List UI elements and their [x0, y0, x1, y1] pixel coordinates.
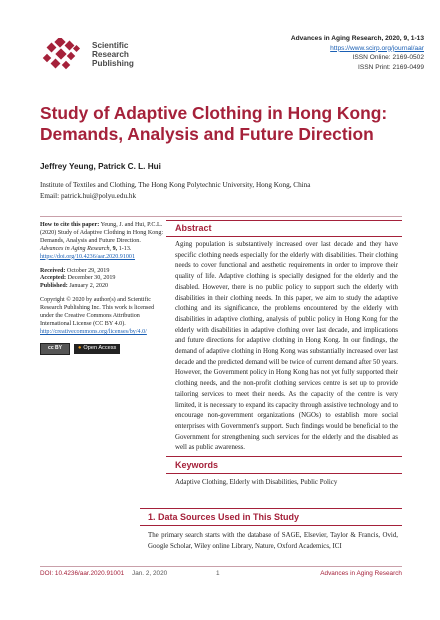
- keywords-heading-rule: [166, 473, 402, 474]
- open-access-badge: [74, 344, 120, 354]
- footer-date: Jan. 2, 2020: [132, 570, 168, 577]
- footer-doi: DOI: 10.4236/aar.2020.91001: [40, 570, 125, 577]
- cite-pages: 1-13.: [118, 245, 132, 252]
- license-badges: [40, 343, 164, 355]
- header-divider: [40, 216, 402, 217]
- received-date: October 29, 2019: [66, 267, 110, 274]
- article-metadata-sidebar: [40, 222, 164, 355]
- published-label: Published:: [40, 283, 68, 290]
- journal-info: [291, 34, 424, 72]
- cite-label: How to cite this paper:: [40, 222, 100, 228]
- author-affiliation-block: [40, 180, 310, 202]
- publisher-logo-icon: [42, 38, 86, 74]
- publisher-name-line2: Research: [92, 50, 129, 59]
- cc-by-badge-icon[interactable]: cc BY: [40, 343, 70, 355]
- accepted-date: December 30, 2019: [67, 275, 116, 282]
- cite-journal: Advances in Aging Research,: [40, 245, 112, 252]
- keywords-top-rule: [166, 456, 402, 457]
- abstract-top-rule: [166, 220, 402, 221]
- article-title: Study of Adaptive Clothing in Hong Kong: Demands, Analysis and Future Direction: [40, 103, 388, 144]
- contact-email: Email: patrick.hui@polyu.edu.hk: [40, 192, 137, 200]
- footer-journal: Advances in Aging Research: [320, 570, 402, 577]
- abstract-text: Aging population is substantively increased over last decade and they have specific clothing needs especially for the elderly with disabilities. Their clothing needs to cover functional and aesthetic requirements in order to improve their quality of life. Adaptive clothing is specially designed for the elderly and the disabled. However, there is no public policy to support such the elderly with disabilities in their clothing needs. In this paper, we aim to study the adaptive clothing and its significance, the problems encountered by the elderly with disabilities in adaptive clothing, analysis of public policy in Hong Kong for the elderly with disabilities in adaptive clothing over last decade, and implications and future directions for adaptive clothing in Hong Kong. In our findings, the demand of adaptive clothing in Hong Kong was substantially increased over last decade and the predicted demand will be twice of current demand after 50 years. However, the Government policy in Hong Kong has not yet fully supported their clothing needs, and the non-profit clothing services centre is set up to provide tailoring services to meet their needs. As the capacity of the centre is very limited, it is necessary to expand its capacity through assistive technology and to encourage non-government organizations (NGOs) to establish more social enterprises with Government's support. Such findings would be beneficial to the Government for strengthening such services for the elderly and the disabled as well as public awareness.: [175, 241, 398, 452]
- page-number: 1: [216, 570, 220, 577]
- copyright-text: Copyright © 2020 by author(s) and Scientific Research Publishing Inc. This work is licensed under the Creative Commons Attribution International License (CC BY 4.0).: [40, 297, 155, 327]
- section-top-rule: [140, 508, 402, 509]
- publisher-name-line1: Scientific: [92, 41, 129, 50]
- cite-volume: 9,: [112, 245, 118, 252]
- abstract-heading: Abstract: [175, 223, 212, 233]
- publisher-name-line3: Publishing: [92, 59, 134, 68]
- footer-divider: [40, 566, 402, 567]
- doi-link[interactable]: https://doi.org/10.4236/aar.2020.91001: [40, 253, 136, 260]
- section-heading-rule: [140, 525, 402, 526]
- keywords-text: Adaptive Clothing, Elderly with Disabilities, Public Policy: [175, 479, 338, 486]
- copyright-block: [40, 297, 164, 337]
- section-1-text: The primary search starts with the database of SAGE, Elsevier, Taylor & Francis, Ovid, Google Scholar, Wiley online Library, Nature, Oxford Academics, ICI: [148, 532, 398, 550]
- article-authors: Jeffrey Yeung, Patrick C. L. Hui: [40, 162, 161, 171]
- dates-block: [40, 268, 164, 292]
- issn-print: ISSN Print: 2169-0499: [358, 63, 424, 71]
- license-link[interactable]: http://creativecommons.org/licenses/by/4.0/: [40, 328, 147, 335]
- received-label: Received:: [40, 267, 66, 274]
- keywords-heading: Keywords: [175, 460, 219, 470]
- journal-url-link[interactable]: https://www.scirp.org/journal/aar: [330, 44, 424, 52]
- published-date: January 2, 2020: [69, 283, 109, 290]
- abstract-heading-rule: [166, 236, 402, 237]
- footer-left: [40, 570, 167, 577]
- citation-block: [40, 222, 164, 262]
- open-lock-icon: ●: [78, 344, 82, 351]
- accepted-label: Accepted:: [40, 275, 67, 282]
- issn-online: ISSN Online: 2169-0502: [352, 54, 424, 62]
- affiliation: Institute of Textiles and Clothing, The Hong Kong Polytechnic University, Hong Kong, China: [40, 181, 311, 189]
- journal-reference: Advances in Aging Research, 2020, 9, 1-13: [290, 35, 424, 42]
- section-1-heading: 1. Data Sources Used in This Study: [148, 512, 300, 522]
- open-access-label: Open Access: [83, 344, 117, 351]
- cite-text: Yeung, J. and Hui, P.C.L. (2020) Study of Adaptive Clothing in Hong Kong: Demands, Analysis and Future Direction.: [40, 222, 164, 244]
